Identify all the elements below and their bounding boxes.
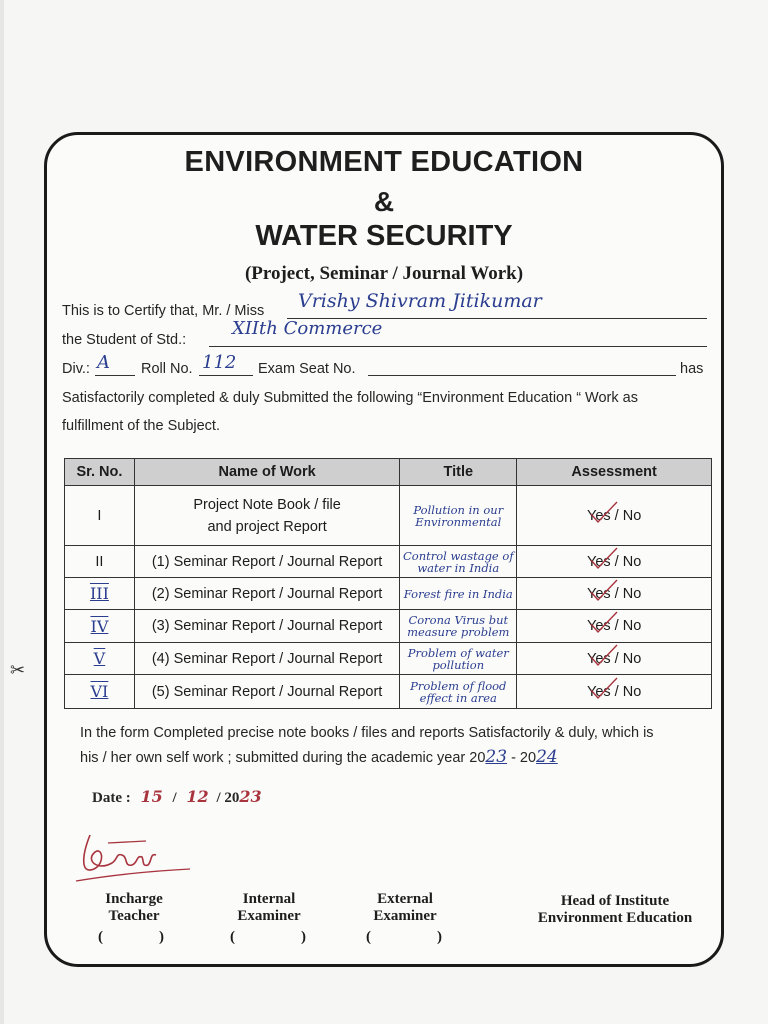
header-title: Title: [400, 459, 517, 486]
table-row: [65, 546, 712, 578]
external-line-2: Examiner: [373, 908, 437, 924]
assessment-cell: [517, 675, 712, 709]
student-name: Vrishy Shivram Jitikumar: [298, 290, 542, 312]
assessment-text: Yes / No: [586, 618, 642, 634]
sr-cell: [65, 578, 135, 610]
year-to: 24: [536, 747, 558, 767]
work-cell: (1) Seminar Report / Journal Report: [134, 546, 399, 578]
table-row: [65, 486, 712, 546]
table-row: [65, 610, 712, 643]
work-line-1: Project Note Book / file: [193, 496, 341, 513]
sr-value: VI: [90, 682, 109, 701]
date-label: Date :: [92, 790, 131, 806]
div-value: A: [97, 352, 110, 373]
year-from: 23: [485, 747, 508, 767]
date-year-suffix: 23: [239, 787, 262, 806]
table-row: [65, 578, 712, 610]
work-cell: (4) Seminar Report / Journal Report: [134, 643, 399, 675]
date-day: 15: [140, 787, 163, 806]
tick-mark-icon: [589, 610, 619, 636]
tick-mark-icon: [589, 643, 619, 669]
title-line-2: WATER SECURITY: [255, 220, 513, 252]
work-line-2: and project Report: [207, 518, 327, 535]
head-line-2: Environment Education: [537, 910, 693, 926]
head-line-1: Head of Institute: [560, 893, 670, 909]
std-value: XIIth Commerce: [232, 318, 383, 339]
external-paren: ( ): [366, 929, 442, 945]
title-cell: Corona Virus but measure problem: [400, 610, 517, 643]
year-separator: - 20: [511, 750, 537, 766]
header-name-of-work: Name of Work: [134, 459, 399, 486]
assessment-cell: [517, 643, 712, 675]
internal-examiner-label: [224, 891, 314, 925]
assessment-cell: [517, 486, 712, 546]
statement-line-2: fulfillment of the Subject.: [62, 418, 220, 434]
roll-value: 112: [202, 352, 237, 373]
seat-suffix: has: [680, 361, 704, 377]
work-cell: (5) Seminar Report / Journal Report: [134, 675, 399, 709]
incharge-teacher-label: [92, 891, 176, 925]
header-assessment: Assessment: [517, 459, 712, 486]
incharge-paren: ( ): [98, 929, 164, 945]
table-row: [65, 643, 712, 675]
completion-line-2: [80, 747, 558, 767]
table-header-row: [65, 459, 712, 486]
completion-line-1: In the form Completed precise note books / files and reports Satisfactorily & duly, which is: [80, 725, 654, 741]
sr-value: III: [89, 584, 109, 603]
div-underline: [95, 375, 135, 376]
sr-cell: [65, 610, 135, 643]
title-cell: Problem of flood effect in area: [400, 675, 517, 709]
work-cell: (3) Seminar Report / Journal Report: [134, 610, 399, 643]
works-table: [64, 458, 712, 709]
sr-value: IV: [90, 616, 109, 636]
title-cell: Forest fire in India: [400, 578, 517, 610]
internal-paren: ( ): [230, 929, 306, 945]
title-cell: Problem of water pollution: [400, 643, 517, 675]
tick-mark-icon: [589, 500, 619, 526]
assessment-cell: [517, 546, 712, 578]
completion-line-2-prefix: his / her own self work ; submitted during the academic year 20: [80, 750, 486, 766]
incharge-line-1: Incharge: [105, 891, 163, 907]
statement-line-1: Satisfactorily completed & duly Submitted the following “Environment Education “ Work as: [62, 390, 638, 406]
sr-cell: [65, 643, 135, 675]
work-cell: (2) Seminar Report / Journal Report: [134, 578, 399, 610]
tick-mark-icon: [589, 546, 619, 572]
internal-line-2: Examiner: [237, 908, 301, 924]
sr-cell: [65, 675, 135, 709]
title-line-1: ENVIRONMENT EDUCATION: [184, 146, 584, 178]
std-underline: [209, 346, 707, 347]
assessment-text: Yes / No: [586, 585, 642, 602]
assessment-cell: [517, 610, 712, 643]
subtitle: (Project, Seminar / Journal Work): [244, 263, 524, 284]
assessment-text: Yes / No: [586, 553, 642, 570]
assessment-text: Yes / No: [586, 650, 642, 667]
work-cell: [134, 486, 399, 546]
assessment-text: Yes / No: [586, 507, 642, 524]
external-examiner-label: [360, 891, 450, 925]
external-line-1: External: [377, 891, 433, 907]
table-row: [65, 675, 712, 709]
incharge-line-2: Teacher: [108, 908, 160, 924]
scissors-icon: ✂: [10, 660, 26, 680]
title-ampersand: &: [373, 186, 395, 217]
seat-label: Exam Seat No.: [258, 361, 356, 377]
std-label: the Student of Std.:: [62, 332, 187, 348]
roll-underline: [199, 375, 253, 376]
teacher-signature: [72, 825, 192, 885]
sr-value: V: [93, 649, 106, 668]
title-cell: Pollution in our Environmental: [400, 486, 517, 546]
head-of-institute-label: [512, 893, 718, 927]
date-year-prefix: / 20: [216, 790, 240, 806]
tick-mark-icon: [589, 676, 619, 702]
div-label: Div.:: [62, 361, 90, 377]
seat-underline: [368, 375, 676, 376]
internal-line-1: Internal: [242, 891, 296, 907]
assessment-cell: [517, 578, 712, 610]
sr-cell: II: [65, 546, 135, 578]
roll-label: Roll No.: [141, 361, 193, 377]
date-row: Date : 15 / 12 / 2023: [92, 787, 262, 806]
tick-mark-icon: [589, 578, 619, 604]
header-sr-no: Sr. No.: [65, 459, 135, 486]
title-cell: Control wastage of water in India: [400, 546, 517, 578]
certify-label: This is to Certify that, Mr. / Miss: [62, 303, 265, 319]
sr-cell: I: [65, 486, 135, 546]
assessment-text: Yes / No: [586, 683, 642, 700]
date-month: 12: [186, 787, 209, 806]
